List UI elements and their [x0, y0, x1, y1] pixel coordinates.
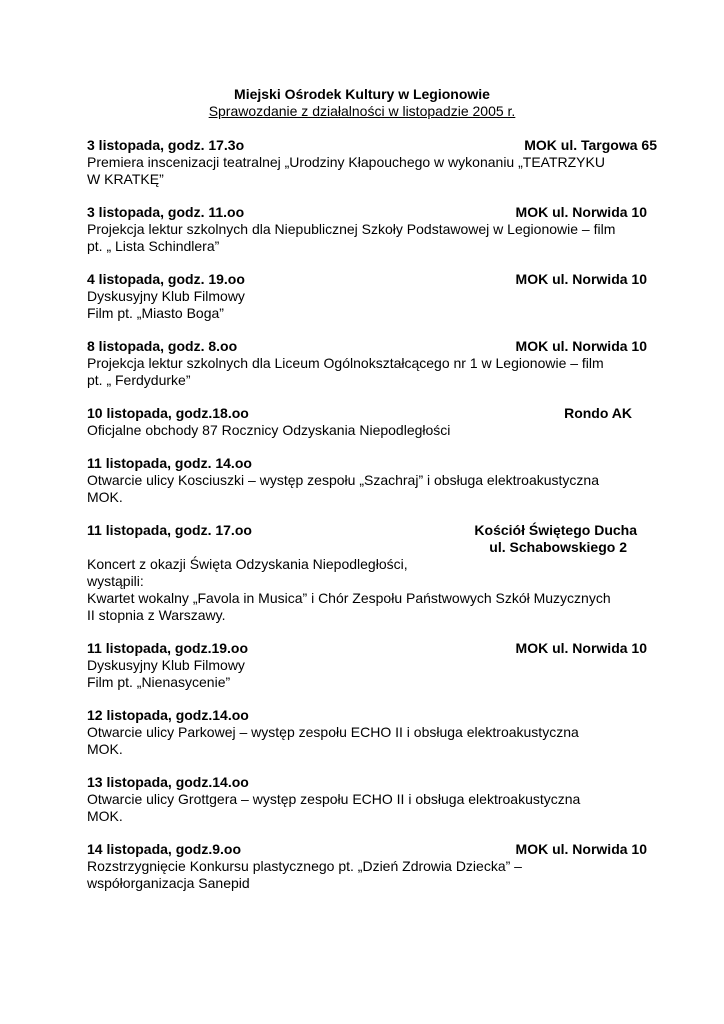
event-entry: [87, 774, 647, 825]
event-entry: [87, 841, 647, 892]
event-entry: [87, 707, 647, 758]
event-entry: [87, 338, 647, 389]
event-description-line: II stopnia z Warszawy.: [87, 607, 226, 623]
event-entry: [87, 640, 647, 691]
event-description-line: Dyskusyjny Klub Filmowy: [87, 657, 245, 673]
document-title: Miejski Ośrodek Kultury w Legionowie: [234, 86, 490, 102]
event-place: MOK ul. Norwida 10: [515, 640, 647, 656]
event-description-line: Rozstrzygnięcie Konkursu plastycznego pt. „Dzień Zdrowia Dziecka” –: [87, 858, 522, 874]
event-description-line: MOK.: [87, 741, 123, 757]
event-description-line: MOK.: [87, 808, 123, 824]
event-description-line: Kwartet wokalny „Favola in Musica” i Chór Zespołu Państwowych Szkół Muzycznych: [87, 590, 611, 606]
event-date: 3 listopada, godz. 11.oo: [87, 204, 245, 220]
event-place: MOK ul. Targowa 65: [524, 137, 657, 153]
event-description-line: Projekcja lektur szkolnych dla Niepublicznej Szkoły Podstawowej w Legionowie – film: [87, 221, 616, 237]
event-date: 3 listopada, godz. 17.3o: [87, 137, 245, 153]
event-place: Rondo AK: [564, 405, 632, 421]
event-description-line: pt. „ Lista Schindlera”: [87, 238, 220, 254]
event-description-line: Otwarcie ulicy Parkowej – występ zespołu ECHO II i obsługa elektroakustyczna: [87, 724, 579, 740]
event-date: 12 listopada, godz.14.oo: [87, 707, 249, 723]
event-date: 11 listopada, godz.19.oo: [87, 640, 249, 656]
event-date: 4 listopada, godz. 19.oo: [87, 271, 245, 287]
event-date: 8 listopada, godz. 8.oo: [87, 338, 238, 354]
event-place: Kościół Świętego Ducha: [474, 522, 637, 538]
event-description-line: Otwarcie ulicy Grottgera – występ zespołu ECHO II i obsługa elektroakustyczna: [87, 791, 581, 807]
event-description-line: wystąpili:: [87, 573, 144, 589]
event-description-line: Oficjalne obchody 87 Rocznicy Odzyskania Niepodległości: [87, 422, 451, 438]
event-date: 10 listopada, godz.18.oo: [87, 405, 249, 421]
event-description-line: MOK.: [87, 489, 123, 505]
event-entry: [87, 204, 647, 255]
event-date: 11 listopada, godz. 17.oo: [87, 522, 252, 538]
event-place: MOK ul. Norwida 10: [515, 841, 647, 857]
event-entry: [87, 271, 647, 322]
event-description-line: Premiera inscenizacji teatralnej „Urodziny Kłapouchego w wykonaniu „TEATRZYKU: [87, 154, 605, 170]
event-place: MOK ul. Norwida 10: [515, 271, 647, 287]
event-entry: [87, 137, 657, 188]
event-description-line: Dyskusyjny Klub Filmowy: [87, 288, 245, 304]
event-place: MOK ul. Norwida 10: [515, 338, 647, 354]
event-description-line: Koncert z okazji Święta Odzyskania Niepodległości,: [87, 556, 408, 572]
document-subtitle: Sprawozdanie z działalności w listopadzie 2005 r.: [208, 103, 516, 119]
event-description-line: pt. „ Ferdydurke”: [87, 372, 191, 388]
event-date: 14 listopada, godz.9.oo: [87, 841, 242, 857]
event-entry: [87, 455, 647, 506]
event-description-line: W KRATKĘ”: [87, 171, 164, 187]
event-date: 13 listopada, godz.14.oo: [87, 774, 249, 790]
event-entry: [87, 405, 647, 439]
event-description-line: Projekcja lektur szkolnych dla Liceum Ogólnokształcącego nr 1 w Legionowie – film: [87, 355, 604, 371]
event-description-line: współorganizacja Sanepid: [87, 875, 250, 891]
event-entry: [87, 522, 647, 624]
event-description-line: Otwarcie ulicy Kosciuszki – występ zespołu „Szachraj” i obsługa elektroakustyczna: [87, 472, 599, 488]
event-place: MOK ul. Norwida 10: [515, 204, 647, 220]
event-place-line2: ul. Schabowskiego 2: [489, 539, 627, 555]
event-description-line: Film pt. „Nienasycenie”: [87, 674, 231, 690]
event-description-line: Film pt. „Miasto Boga”: [87, 305, 224, 321]
event-date: 11 listopada, godz. 14.oo: [87, 455, 252, 471]
